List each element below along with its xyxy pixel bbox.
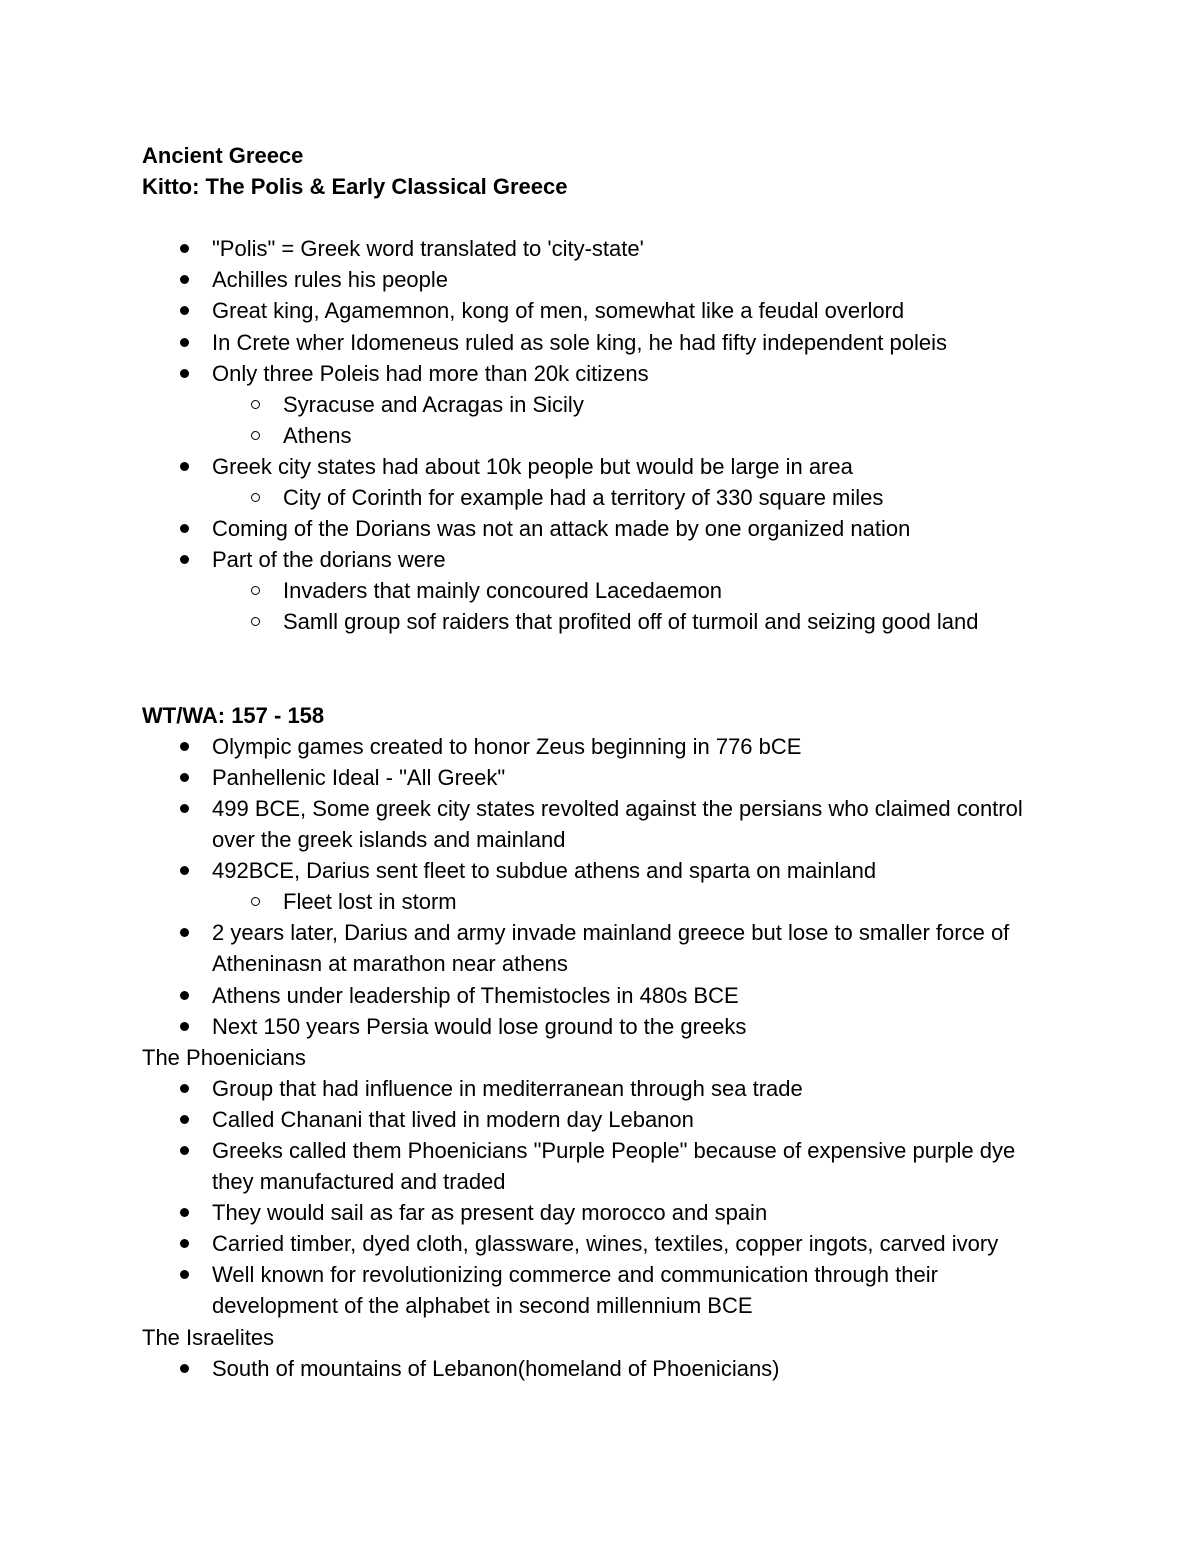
- bullet-icon: [180, 1084, 189, 1093]
- hollow-bullet-icon: [251, 586, 260, 595]
- list-item-text: Olympic games created to honor Zeus beginning in 776 bCE: [212, 733, 802, 759]
- list-item-text: Athens: [283, 422, 352, 448]
- bullet-icon: [180, 742, 189, 751]
- list-item: [142, 1228, 1062, 1259]
- list-item: [142, 544, 1062, 575]
- list-item-text: 492BCE, Darius sent fleet to subdue athens and sparta on mainland: [212, 858, 877, 884]
- bullet-icon: [180, 928, 189, 937]
- list-item-text: Invaders that mainly concoured Lacedaemon: [283, 578, 723, 604]
- document-title: Ancient Greece: [142, 143, 304, 168]
- list-item-text: Next 150 years Persia would lose ground to the greeks: [212, 1013, 747, 1039]
- list-item-text: Well known for revolutionizing commerce and communication through their development of the alphabet in second millennium BCE: [212, 1262, 938, 1319]
- list-item-text: Samll group sof raiders that profited off of turmoil and seizing good land: [283, 609, 979, 635]
- list-item: [142, 575, 1062, 606]
- list-item-text: Greek city states had about 10k people but would be large in area: [212, 453, 853, 479]
- bullet-icon: [180, 369, 189, 378]
- bullet-icon: [180, 773, 189, 782]
- list-item-text: Great king, Agamemnon, kong of men, somewhat like a feudal overlord: [212, 298, 905, 324]
- bullet-icon: [180, 866, 189, 875]
- list-item: [142, 1135, 1062, 1197]
- bullet-icon: [180, 244, 189, 253]
- list-item: [142, 980, 1062, 1011]
- list-item: [142, 327, 1062, 358]
- list-item-text: Greeks called them Phoenicians "Purple People" because of expensive purple dye they manufactured and traded: [212, 1138, 1016, 1195]
- list-item-text: Achilles rules his people: [212, 267, 449, 293]
- bullet-icon: [180, 555, 189, 564]
- list-item: [142, 358, 1062, 389]
- israelites-list: [142, 1353, 1062, 1384]
- list-item: [142, 264, 1062, 295]
- hollow-bullet-icon: [251, 431, 260, 440]
- list-item: [142, 451, 1062, 482]
- bullet-icon: [180, 524, 189, 533]
- list-item-text: City of Corinth for example had a territory of 330 square miles: [283, 485, 884, 511]
- list-item: [142, 793, 1062, 855]
- list-item: [142, 233, 1062, 264]
- section-heading-israelites: The Israelites: [142, 1324, 275, 1350]
- list-item: [142, 513, 1062, 544]
- list-item-text: Coming of the Dorians was not an attack made by one organized nation: [212, 516, 911, 542]
- list-item-text: Called Chanani that lived in modern day Lebanon: [212, 1106, 694, 1132]
- section-heading-kitto: Kitto: The Polis & Early Classical Greece: [142, 174, 568, 200]
- bullet-icon: [180, 462, 189, 471]
- bullet-icon: [180, 1364, 189, 1373]
- wtwa-list: [142, 731, 1062, 1042]
- list-item-text: 2 years later, Darius and army invade mainland greece but lose to smaller force of Atheninasn at marathon near athens: [212, 920, 1010, 977]
- list-item: [142, 295, 1062, 326]
- section-heading-phoenicians: The Phoenicians: [142, 1044, 306, 1070]
- blank-line: [142, 202, 1062, 233]
- bullet-icon: [180, 1146, 189, 1155]
- document-page: [142, 140, 1062, 1384]
- bullet-icon: [180, 804, 189, 813]
- bullet-icon: [180, 1208, 189, 1217]
- list-item-text: In Crete wher Idomeneus ruled as sole king, he had fifty independent poleis: [212, 329, 948, 355]
- bullet-icon: [180, 1115, 189, 1124]
- list-item-text: They would sail as far as present day morocco and spain: [212, 1200, 768, 1226]
- list-item: [142, 420, 1062, 451]
- list-item: [142, 1353, 1062, 1384]
- list-item: [142, 606, 1062, 637]
- bullet-icon: [180, 991, 189, 1000]
- list-item-text: Group that had influence in mediterranean through sea trade: [212, 1075, 803, 1101]
- list-item-text: Panhellenic Ideal - "All Greek": [212, 764, 506, 790]
- list-item: [142, 917, 1062, 979]
- bullet-icon: [180, 338, 189, 347]
- bullet-icon: [180, 275, 189, 284]
- list-item: [142, 1197, 1062, 1228]
- list-item: [142, 1104, 1062, 1135]
- list-item-text: "Polis" = Greek word translated to 'city-state': [212, 236, 644, 262]
- phoenicians-list: [142, 1073, 1062, 1322]
- list-item: [142, 1073, 1062, 1104]
- list-item: [142, 1011, 1062, 1042]
- list-item-text: Carried timber, dyed cloth, glassware, wines, textiles, copper ingots, carved ivory: [212, 1231, 999, 1257]
- bullet-icon: [180, 306, 189, 315]
- list-item: [142, 1259, 1062, 1321]
- list-item: [142, 886, 1062, 917]
- bullet-icon: [180, 1239, 189, 1248]
- bullet-icon: [180, 1270, 189, 1279]
- list-item-text: Athens under leadership of Themistocles in 480s BCE: [212, 982, 739, 1008]
- list-item: [142, 389, 1062, 420]
- list-item: [142, 482, 1062, 513]
- section-heading-wtwa: WT/WA: 157 - 158: [142, 702, 325, 728]
- hollow-bullet-icon: [251, 897, 260, 906]
- list-item: [142, 731, 1062, 762]
- list-item: [142, 762, 1062, 793]
- hollow-bullet-icon: [251, 400, 260, 409]
- list-item-text: 499 BCE, Some greek city states revolted against the persians who claimed control over the greek islands and mainland: [212, 795, 1023, 853]
- list-item-text: South of mountains of Lebanon(homeland of Phoenicians): [212, 1355, 780, 1381]
- list-item-text: Only three Poleis had more than 20k citizens: [212, 360, 649, 386]
- hollow-bullet-icon: [251, 617, 260, 626]
- hollow-bullet-icon: [251, 493, 260, 502]
- list-item-text: Syracuse and Acragas in Sicily: [283, 391, 584, 417]
- list-item-text: Part of the dorians were: [212, 547, 446, 573]
- kitto-list: [142, 233, 1062, 637]
- list-item-text: Fleet lost in storm: [283, 889, 457, 915]
- bullet-icon: [180, 1022, 189, 1031]
- list-item: [142, 855, 1062, 886]
- blank-lines: [142, 638, 1062, 700]
